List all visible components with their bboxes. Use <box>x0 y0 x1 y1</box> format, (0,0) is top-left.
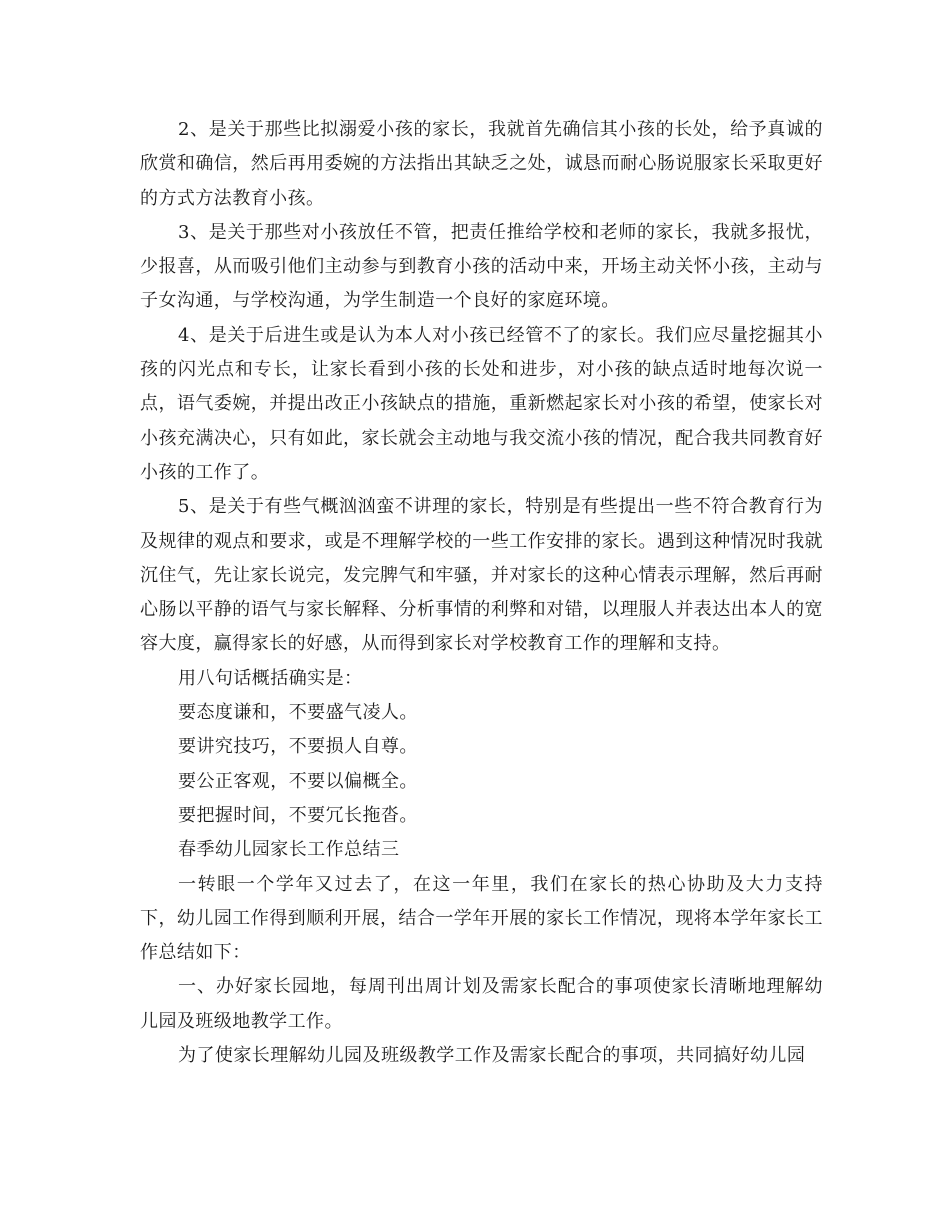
paragraph-principle-4: 要把握时间，不要冗长拖沓。 <box>178 804 418 826</box>
paragraph-principle-2: 要讲究技巧，不要损人自尊。 <box>178 736 418 758</box>
paragraph-point-1-detail: 为了使家长理解幼儿园及班级教学工作及需家长配合的事项，共同搞好幼儿园 <box>178 1045 806 1067</box>
paragraph-item-4-struggling-students: 4、是关于后进生或是认为本人对小孩已经管不了的家长。我们应尽量挖掘其小孩的闪光点和专长，让家长看到小孩的长处和进步，对小孩的缺点适时地每次说一点，语气委婉，并提出改正小孩缺点的措施，重新燃起家长对小孩的希望，使家长对小孩充满决心，只有如此，家长就会主动地与我交流小孩的情况，配合我共同教育好小孩的工作了。 <box>140 324 823 483</box>
paragraph-section-intro: 一转眼一个学年又过去了，在这一年里，我们在家长的热心协助及大力支持下，幼儿园工作得到顺利开展，结合一学年开展的家长工作情况，现将本学年家长工作总结如下： <box>140 873 823 964</box>
section-heading: 春季幼儿园家长工作总结三 <box>178 839 400 861</box>
paragraph-summary-intro: 用八句话概括确实是： <box>178 667 363 689</box>
paragraph-item-5-aggressive-parents: 5、是关于有些气概汹汹蛮不讲理的家长，特别是有些提出一些不符合教育行为及规律的观点和要求，或是不理解学校的一些工作安排的家长。遇到这种情况时我就沉住气，先让家长说完，发完脾气和牢骚，并对家长的这种心情表示理解，然后再耐心肠以平静的语气与家长解释、分析事情的利弊和对错，以理服人并表达出本人的宽容大度，赢得家长的好感，从而得到家长对学校教育工作的理解和支持。 <box>140 496 823 655</box>
paragraph-principle-1: 要态度谦和，不要盛气凌人。 <box>178 702 418 724</box>
paragraph-principle-3: 要公正客观，不要以偏概全。 <box>178 770 418 792</box>
paragraph-item-2-doting-parents: 2、是关于那些比拟溺爱小孩的家长，我就首先确信其小孩的长处，给予真诚的欣赏和确信，然后再用委婉的方法指出其缺乏之处，诚恳而耐心肠说服家长采取更好的方式方法教育小孩。 <box>140 119 823 209</box>
document-body <box>140 113 823 1073</box>
paragraph-point-1: 一、办好家长园地，每周刊出周计划及需家长配合的事项使家长清晰地理解幼儿园及班级地教学工作。 <box>140 976 823 1032</box>
paragraph-item-3-neglectful-parents: 3、是关于那些对小孩放任不管，把责任推给学校和老师的家长，我就多报忧，少报喜，从而吸引他们主动参与到教育小孩的活动中来，开场主动关怀小孩，主动与子女沟通，与学校沟通，为学生制造一个良好的家庭环境。 <box>140 221 823 312</box>
